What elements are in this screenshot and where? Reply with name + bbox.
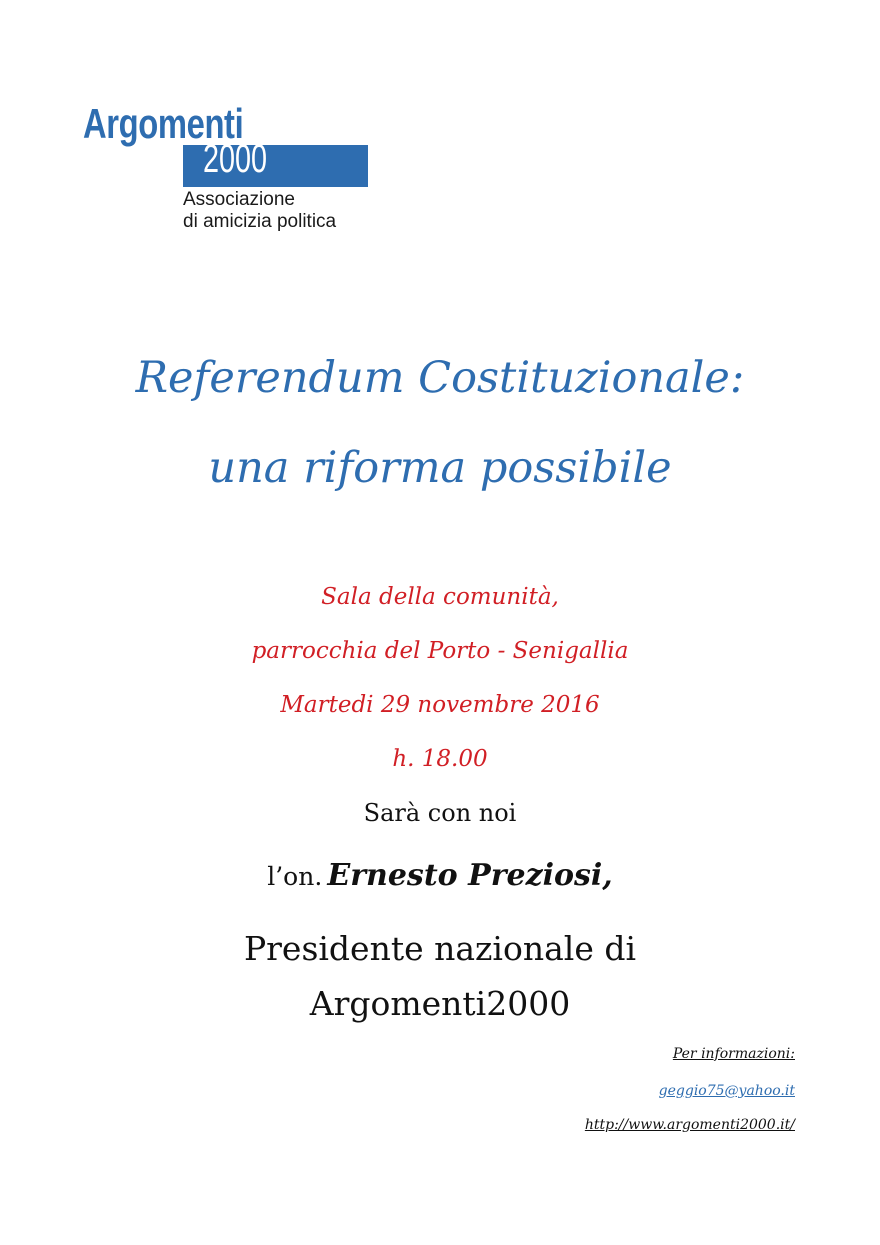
logo-year: 2000 [203,137,268,181]
speaker-role-line-1: Presidente nazionale di [243,929,637,968]
logo-subtitle-line1: Associazione [183,189,295,210]
logo-subtitle [183,189,336,233]
guest-intro: Sarà con noi [363,799,517,827]
argomenti2000-logo [83,100,383,240]
speaker-line [0,858,880,893]
contact-website-link[interactable]: http://www.argomenti2000.it/ [584,1117,795,1133]
speaker-prefix: l’on. [267,862,323,891]
contact-email-link[interactable]: geggio75@yahoo.it [658,1083,795,1099]
speaker-role-line-2: Argomenti2000 [309,984,571,1023]
event-venue: Sala della comunità, [321,584,559,610]
speaker-name: Ernesto Preziosi, [327,858,613,893]
contact-label: Per informazioni: [672,1046,795,1062]
event-location: parrocchia del Porto - Senigallia [251,638,629,664]
logo-wordmark: Argomenti [83,100,244,147]
logo-subtitle-line2: di amicizia politica [183,211,337,232]
event-time: h. 18.00 [392,746,488,772]
title-line-1: Referendum Costituzionale: [135,353,745,403]
title-line-2: una riforma possibile [208,443,672,493]
event-date: Martedi 29 novembre 2016 [280,692,600,718]
